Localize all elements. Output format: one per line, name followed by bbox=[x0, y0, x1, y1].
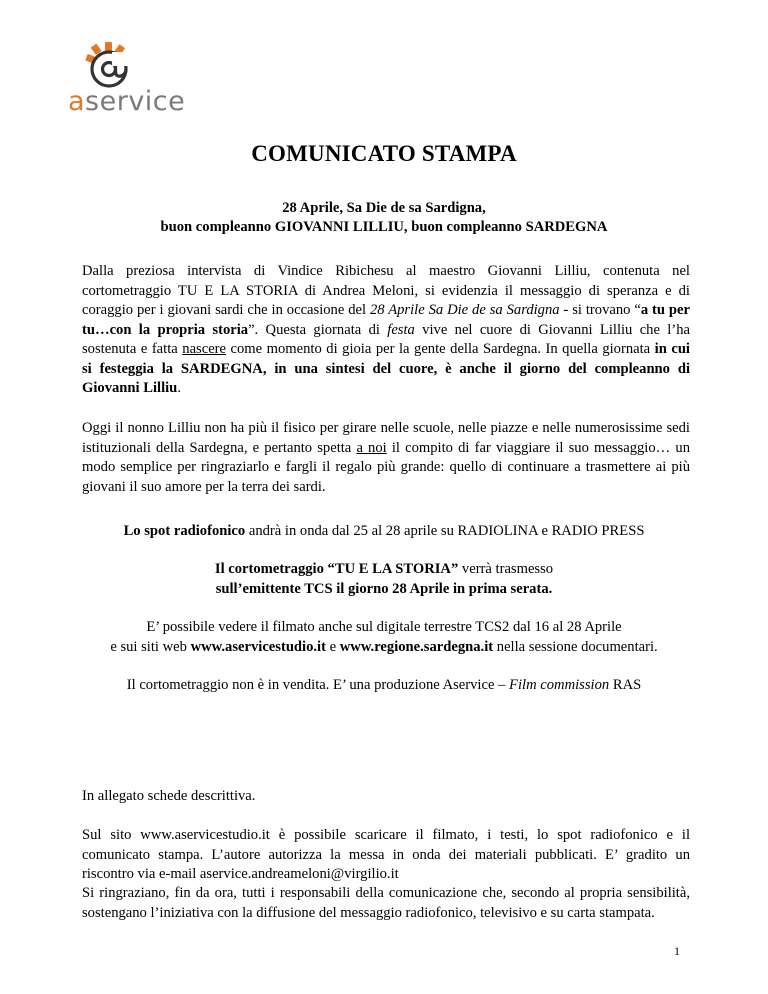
web-availability: E’ possibile vedere il filmato anche sul digitale terrestre TCS2 dal 16 al 28 Aprile e sui siti web www.aservicestudio.it e www.regione.sardegna.it nella sessione documentari. bbox=[110, 619, 658, 655]
attachment-note: In allegato schede descrittiva. bbox=[82, 788, 256, 804]
radio-spot-line: Lo spot radiofonico andrà in onda dal 25 al 28 aprile su RADIOLINA e RADIO PRESS bbox=[123, 523, 645, 539]
aservice-logo bbox=[68, 42, 186, 122]
subtitle-line-1: 28 Aprile, Sa Die de sa Sardigna, bbox=[282, 200, 486, 216]
film-broadcast-info: Il cortometraggio “TU E LA STORIA” verrà trasmesso sull’emittente TCS il giorno 28 Aprile in prima serata. bbox=[214, 561, 554, 597]
link-aservicestudio[interactable]: www.aservicestudio.it bbox=[190, 638, 326, 655]
paragraph-thanks: Si ringraziano, fin da ora, tutti i responsabili della comunicazione che, secondo al propria sensibilità, sostengano l’iniziativa con la diffusione del messaggio radiofonico, televisivo e su carta stampata. bbox=[82, 885, 690, 921]
production-note: Il cortometraggio non è in vendita. E’ una produzione Aservice – Film commission RAS bbox=[126, 677, 642, 693]
at-sign-with-gear-icon bbox=[85, 42, 133, 90]
subtitle-line-2: buon compleanno GIOVANNI LILLIU, buon compleanno SARDEGNA bbox=[160, 219, 608, 235]
page-number: 1 bbox=[674, 944, 680, 958]
link-regione-sardegna[interactable]: www.regione.sardegna.it bbox=[339, 638, 494, 655]
subtitle bbox=[0, 199, 768, 237]
paragraph-lilliu: Oggi il nonno Lilliu non ha più il fisico per girare nelle scuole, nelle piazze e nelle numerosissime sedi istituzionali della Sardegna, e pertanto spetta a noi il compito di far viaggiare il suo messaggio… un modo semplice per ringraziarlo e fargli il regalo più grande: quello di continuare a trasmettere ai più giovani il suo amore per la terra dei sardi. bbox=[82, 420, 690, 495]
paragraph-download: Sul sito www.aservicestudio.it è possibile scaricare il filmato, i testi, lo spot radiofonico e il comunicato stampa. L’autore autorizza la messa in onda dei materiali pubblicati. E’ gradito un riscontro via e-mail aservice.andreameloni@virgilio.it bbox=[82, 827, 690, 882]
logo-text: aservice bbox=[68, 86, 186, 117]
page-title: COMUNICATO STAMPA bbox=[251, 141, 517, 166]
paragraph-intro: Dalla preziosa intervista di Vindice Ribichesu al maestro Giovanni Lilliu, contenuta nel cortometraggio TU E LA STORIA di Andrea Meloni, si evidenzia il messaggio di speranza e di coraggio per i giovani sardi che in occasione del 28 Aprile Sa Die de sa Sardigna - si trovano “a tu per tu…con la propria storia”. Questa giornata di festa vive nel cuore di Giovanni Lilliu che l’ha sostenuta e fatta nascere come momento di gioia per la gente della Sardegna. In quella giornata in cui si festeggia la SARDEGNA, in una sintesi del cuore, è anche il giorno del compleanno di Giovanni Lilliu. bbox=[82, 263, 690, 396]
